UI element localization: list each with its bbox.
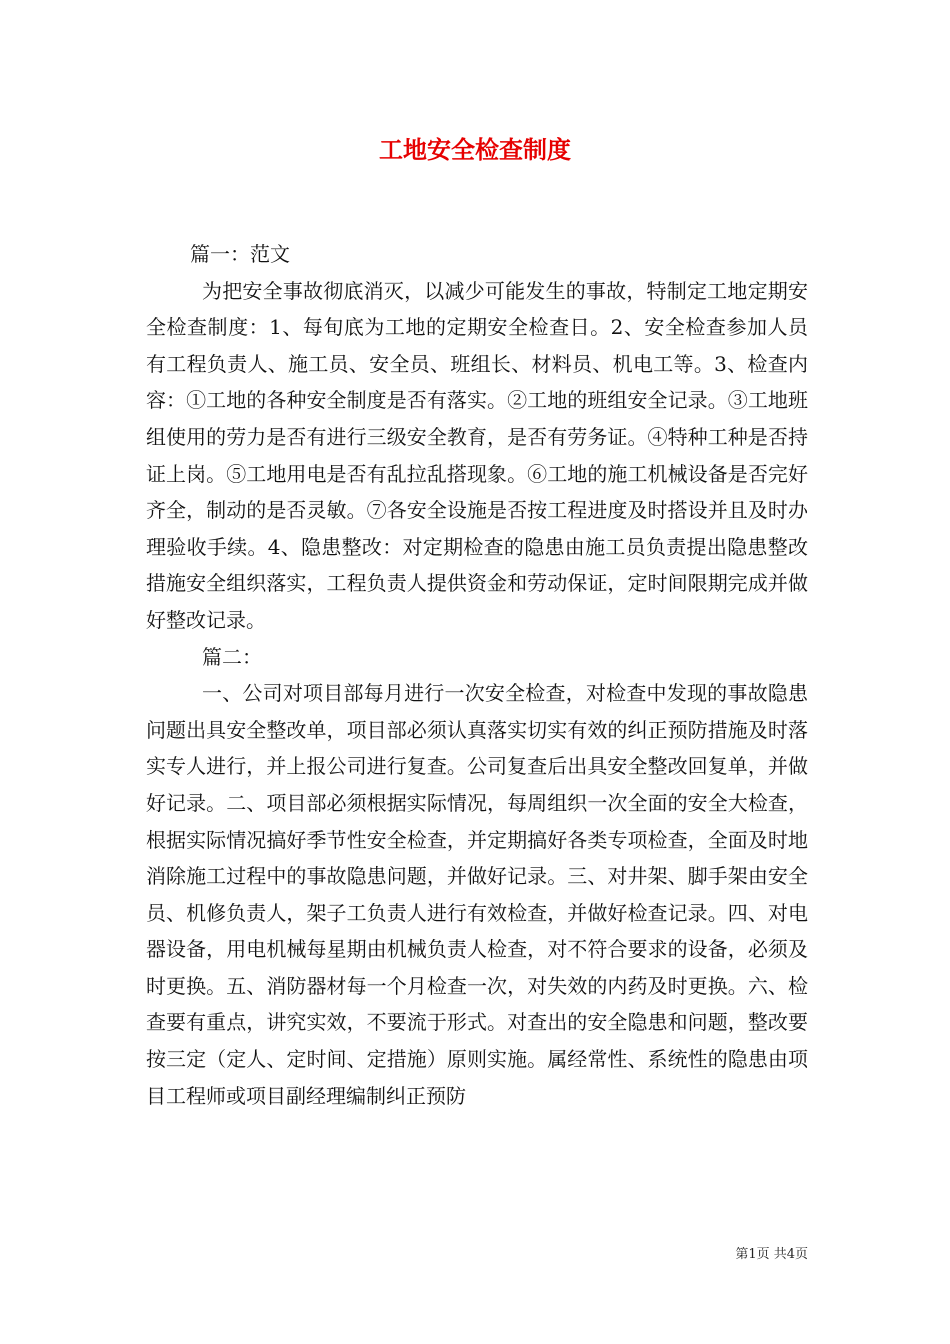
document-body	[146, 236, 808, 1114]
document-title: 工地安全检查制度	[379, 135, 571, 164]
section-heading-1: 篇一：范文	[190, 242, 290, 266]
section-paragraph-2: 一、公司对项目部每月进行一次安全检查，对检查中发现的事故隐患问题出具安全整改单，项目部必须认真落实切实有效的纠正预防措施及时落实专人进行，并上报公司进行复查。公司复查后出具安全整改回复单，并做好记录。二、项目部必须根据实际情况，每周组织一次全面的安全大检查，根据实际情况搞好季节性安全检查，并定期搞好各类专项检查，全面及时地消除施工过程中的事故隐患问题，并做好记录。三、对井架、脚手架由安全员、机修负责人，架子工负责人进行有效检查，并做好检查记录。四、对电器设备，用电机械每星期由机械负责人检查，对不符合要求的设备，必须及时更换。五、消防器材每一个月检查一次，对失效的内药及时更换。六、检查要有重点，讲究实效，不要流于形式。对查出的安全隐患和问题，整改要按三定（定人、定时间、定措施）原则实施。属经常性、系统性的隐患由项目工程师或项目副经理编制纠正预防	[146, 681, 808, 1108]
page-number: 第1页 共4页	[735, 1247, 808, 1262]
section-heading-2: 篇二：	[202, 644, 262, 669]
section-paragraph-1: 为把安全事故彻底消灭，以减少可能发生的事故，特制定工地定期安全检查制度：1、每旬底为工地的定期安全检查日。2、安全检查参加人员有工程负责人、施工员、安全员、班组长、材料员、机电工等。3、检查内容：①工地的各种安全制度是否有落实。②工地的班组安全记录。③工地班组使用的劳力是否有进行三级安全教育，是否有劳务证。④特种工种是否持证上岗。⑤工地用电是否有乱拉乱搭现象。⑥工地的施工机械设备是否完好齐全，制动的是否灵敏。⑦各安全设施是否按工程进度及时搭设并且及时办理验收手续。4、隐患整改：对定期检查的隐患由施工员负责提出隐患整改措施安全组织落实，工程负责人提供资金和劳动保证，定时间限期完成并做好整改记录。	[146, 278, 808, 632]
